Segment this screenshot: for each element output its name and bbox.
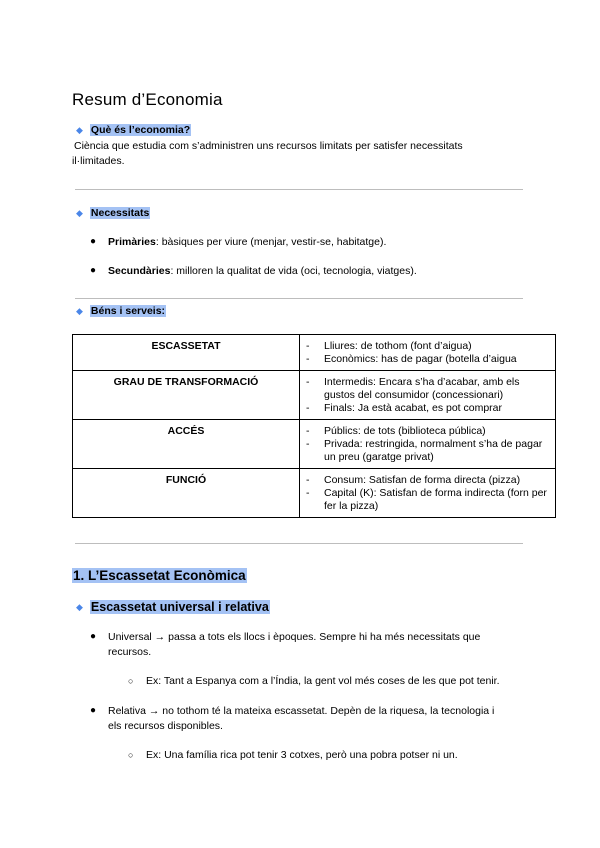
section-bens-heading xyxy=(76,305,166,317)
que-es-text-line2: il·limitades. xyxy=(72,155,125,167)
list-item-relativa xyxy=(90,704,495,733)
section1-subheading-text: Escassetat universal i relativa xyxy=(90,600,269,614)
list-item: - Finals: Ja està acabat, es pot comprar xyxy=(306,402,503,414)
primaries-text: : bàsiques per viure (menjar, vestir-se, habitatge). xyxy=(155,236,387,248)
table-cell-category: GRAU DE TRANSFORMACIÓ xyxy=(73,371,300,420)
table-row xyxy=(73,469,556,518)
universal-example: Ex: Tant a Espanya com a l’Índia, la gent vol més coses de les que pot tenir. xyxy=(146,675,500,687)
que-es-heading-text: Què és l’economia? xyxy=(90,124,191,136)
secundaries-text: : milloren la qualitat de vida (oci, tecnologia, viatges). xyxy=(170,265,417,277)
section-necessitats-heading xyxy=(76,207,150,219)
table-row xyxy=(73,420,556,469)
section-que-es-heading xyxy=(76,124,191,136)
item-text: Privada: restringida, normalment s’ha de pagar un preu (garatge privat) xyxy=(324,438,543,463)
item-text: Capital (K): Satisfan de forma indirecta (forn per fer la pizza) xyxy=(324,487,547,512)
relativa-line2: els recursos disponibles. xyxy=(108,720,223,732)
primaries-term: Primàries xyxy=(108,236,156,248)
list-item: - Capital (K): Satisfan de forma indirecta (forn per fer la pizza) xyxy=(306,487,547,512)
bens-table xyxy=(72,334,556,518)
list-item: - Intermedis: Encara s’ha d’acabar, amb els gustos del consumidor (concessionari) xyxy=(306,376,520,401)
diamond-bullet-icon: ◆ xyxy=(76,305,83,316)
secundaries-term: Secundàries xyxy=(108,265,171,277)
table-cell-category: ACCÉS xyxy=(73,420,300,469)
item-text: Públics: de tots (biblioteca pública) xyxy=(324,425,486,437)
relativa-example: Ex: Una família rica pot tenir 3 cotxes, però una pobra potser ni un. xyxy=(146,749,458,761)
list-item: - Econòmics: has de pagar (botella d’aigua xyxy=(306,353,517,365)
divider xyxy=(75,543,523,544)
bullet-dot-icon: ● xyxy=(90,705,97,716)
item-text: Intermedis: Encara s’ha d’acabar, amb els gustos del consumidor (concessionari) xyxy=(324,376,520,401)
item-text: Finals: Ja està acabat, es pot comprar xyxy=(324,402,503,414)
table-cell-items xyxy=(300,420,556,469)
bullet-dot-icon: ● xyxy=(90,631,97,642)
item-text: Lliures: de tothom (font d’aigua) xyxy=(324,340,472,352)
bens-heading-text: Béns i serveis: xyxy=(90,305,166,317)
bullet-dot-icon: ● xyxy=(90,265,97,276)
list-item-relativa-example xyxy=(128,748,458,762)
list-item: - Públics: de tots (biblioteca pública) xyxy=(306,425,486,437)
list-item-primaries xyxy=(90,235,387,249)
que-es-text-line1: Ciència que estudia com s’administren uns recursos limitats per satisfer necessitats xyxy=(74,140,463,152)
universal-line2: recursos. xyxy=(108,646,152,658)
section1-subheading xyxy=(76,600,270,614)
table-cell-items xyxy=(300,335,556,371)
item-text: Econòmics: has de pagar (botella d’aigua xyxy=(324,353,517,365)
list-item: - Lliures: de tothom (font d’aigua) xyxy=(306,340,472,352)
table-cell-items xyxy=(300,469,556,518)
list-item: - Consum: Satisfan de forma directa (pizza) xyxy=(306,474,521,486)
diamond-bullet-icon: ◆ xyxy=(76,124,83,135)
section1-heading-text: 1. L’Escassetat Econòmica xyxy=(73,568,246,583)
bullet-circle-icon: ○ xyxy=(128,750,134,760)
table-cell-items xyxy=(300,371,556,420)
table-cell-category: FUNCIÓ xyxy=(73,469,300,518)
table-cell-category: ESCASSETAT xyxy=(73,335,300,371)
diamond-bullet-icon: ◆ xyxy=(76,207,83,218)
table-row xyxy=(73,371,556,420)
universal-line1: Universal → passa a tots els llocs i èpoques. Sempre hi ha més necessitats que xyxy=(108,631,481,643)
divider xyxy=(75,298,523,299)
list-item-secundaries xyxy=(90,264,417,278)
item-text: Consum: Satisfan de forma directa (pizza) xyxy=(324,474,521,486)
bullet-dot-icon: ● xyxy=(90,236,97,247)
page-title: Resum d’Economia xyxy=(72,90,223,109)
divider xyxy=(75,189,523,190)
diamond-bullet-icon: ◆ xyxy=(76,601,83,612)
table-row xyxy=(73,335,556,371)
bullet-circle-icon: ○ xyxy=(128,676,134,686)
relativa-line1: Relativa → no tothom té la mateixa escassetat. Depèn de la riquesa, la tecnologia i xyxy=(108,705,495,717)
list-item-universal xyxy=(90,630,481,659)
necessitats-heading-text: Necessitats xyxy=(90,207,150,219)
section1-heading xyxy=(72,568,247,583)
list-item-universal-example xyxy=(128,674,500,688)
list-item: - Privada: restringida, normalment s’ha de pagar un preu (garatge privat) xyxy=(306,438,543,463)
